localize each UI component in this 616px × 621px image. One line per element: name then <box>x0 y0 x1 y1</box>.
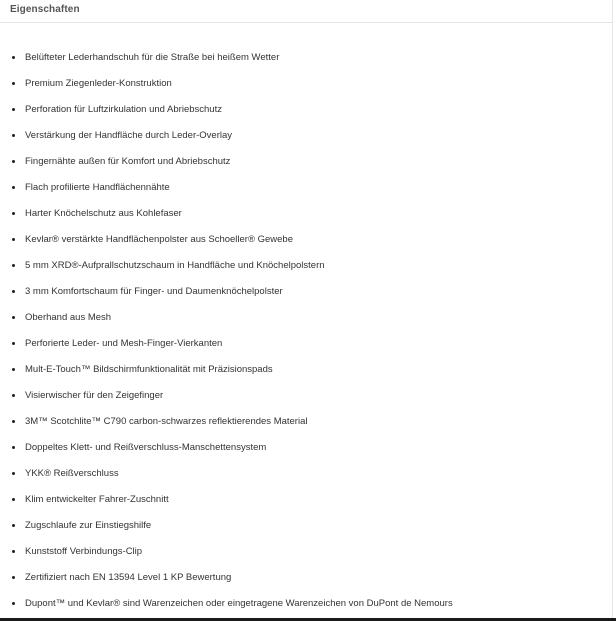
feature-text: Premium Ziegenleder-Konstruktion <box>25 78 172 89</box>
bullet-icon <box>12 160 15 163</box>
list-item <box>0 334 612 360</box>
feature-list <box>0 48 612 620</box>
bullet-icon <box>12 602 15 605</box>
list-item <box>0 412 612 438</box>
bullet-icon <box>12 56 15 59</box>
feature-text: Oberhand aus Mesh <box>25 312 112 323</box>
list-item <box>0 74 612 100</box>
bullet-icon <box>12 238 15 241</box>
bullet-icon <box>12 446 15 449</box>
list-item <box>0 542 612 568</box>
list-item <box>0 464 612 490</box>
section-title: Eigenschaften <box>10 4 80 15</box>
feature-text: Klim entwickelter Fahrer-Zuschnitt <box>25 494 169 505</box>
feature-text: Verstärkung der Handfläche durch Leder-Overlay <box>25 130 233 141</box>
list-item <box>0 568 612 594</box>
bullet-icon <box>12 212 15 215</box>
bullet-icon <box>12 550 15 553</box>
bullet-icon <box>12 576 15 579</box>
bullet-icon <box>12 368 15 371</box>
bullet-icon <box>12 420 15 423</box>
feature-text: Flach profilierte Handflächennähte <box>25 182 170 193</box>
feature-text: Dupont™ und Kevlar® sind Warenzeichen oder eingetragene Warenzeichen von DuPont de Nemours <box>25 598 453 609</box>
feature-text: Visierwischer für den Zeigefinger <box>25 390 164 401</box>
bullet-icon <box>12 524 15 527</box>
list-item <box>0 308 612 334</box>
list-item <box>0 126 612 152</box>
feature-text: Belüfteter Lederhandschuh für die Straße bei heißem Wetter <box>25 52 280 63</box>
list-item <box>0 204 612 230</box>
feature-text: Kevlar® verstärkte Handflächenpolster aus Schoeller® Gewebe <box>25 234 293 245</box>
feature-text: Perforierte Leder- und Mesh-Finger-Vierkanten <box>25 338 223 349</box>
feature-text: Doppeltes Klett- und Reißverschluss-Manschettensystem <box>25 442 267 453</box>
list-item <box>0 152 612 178</box>
list-item <box>0 256 612 282</box>
list-item <box>0 48 612 74</box>
bullet-icon <box>12 316 15 319</box>
feature-text: 3 mm Komfortschaum für Finger- und Daumenknöchelpolster <box>25 286 283 297</box>
bullet-icon <box>12 472 15 475</box>
bullet-icon <box>12 186 15 189</box>
list-item <box>0 516 612 542</box>
feature-text: 5 mm XRD®-Aufprallschutzschaum in Handfläche und Knöchelpolstern <box>25 260 325 271</box>
list-item <box>0 282 612 308</box>
bullet-icon <box>12 498 15 501</box>
feature-text: Zertifiziert nach EN 13594 Level 1 KP Bewertung <box>25 572 232 583</box>
feature-text: Mult-E-Touch™ Bildschirmfunktionalität mit Präzisionspads <box>25 364 273 375</box>
list-item <box>0 490 612 516</box>
bullet-icon <box>12 264 15 267</box>
list-item <box>0 230 612 256</box>
feature-text: Zugschlaufe zur Einstiegshilfe <box>25 520 152 531</box>
list-item <box>0 360 612 386</box>
feature-text: Kunststoff Verbindungs-Clip <box>25 546 143 557</box>
feature-text: Harter Knöchelschutz aus Kohlefaser <box>25 208 182 219</box>
bullet-icon <box>12 108 15 111</box>
bullet-icon <box>12 82 15 85</box>
bullet-icon <box>12 290 15 293</box>
list-item <box>0 100 612 126</box>
feature-text: 3M™ Scotchlite™ C790 carbon-schwarzes reflektierendes Material <box>25 416 308 427</box>
feature-text: YKK® Reißverschluss <box>25 468 119 479</box>
list-item <box>0 178 612 204</box>
bullet-icon <box>12 134 15 137</box>
list-item <box>0 594 612 620</box>
feature-text: Perforation für Luftzirkulation und Abriebschutz <box>25 104 222 115</box>
list-item <box>0 386 612 412</box>
bullet-icon <box>12 342 15 345</box>
bullet-icon <box>12 394 15 397</box>
feature-text: Fingernähte außen für Komfort und Abriebschutz <box>25 156 231 167</box>
list-item <box>0 438 612 464</box>
title-divider <box>0 22 612 23</box>
